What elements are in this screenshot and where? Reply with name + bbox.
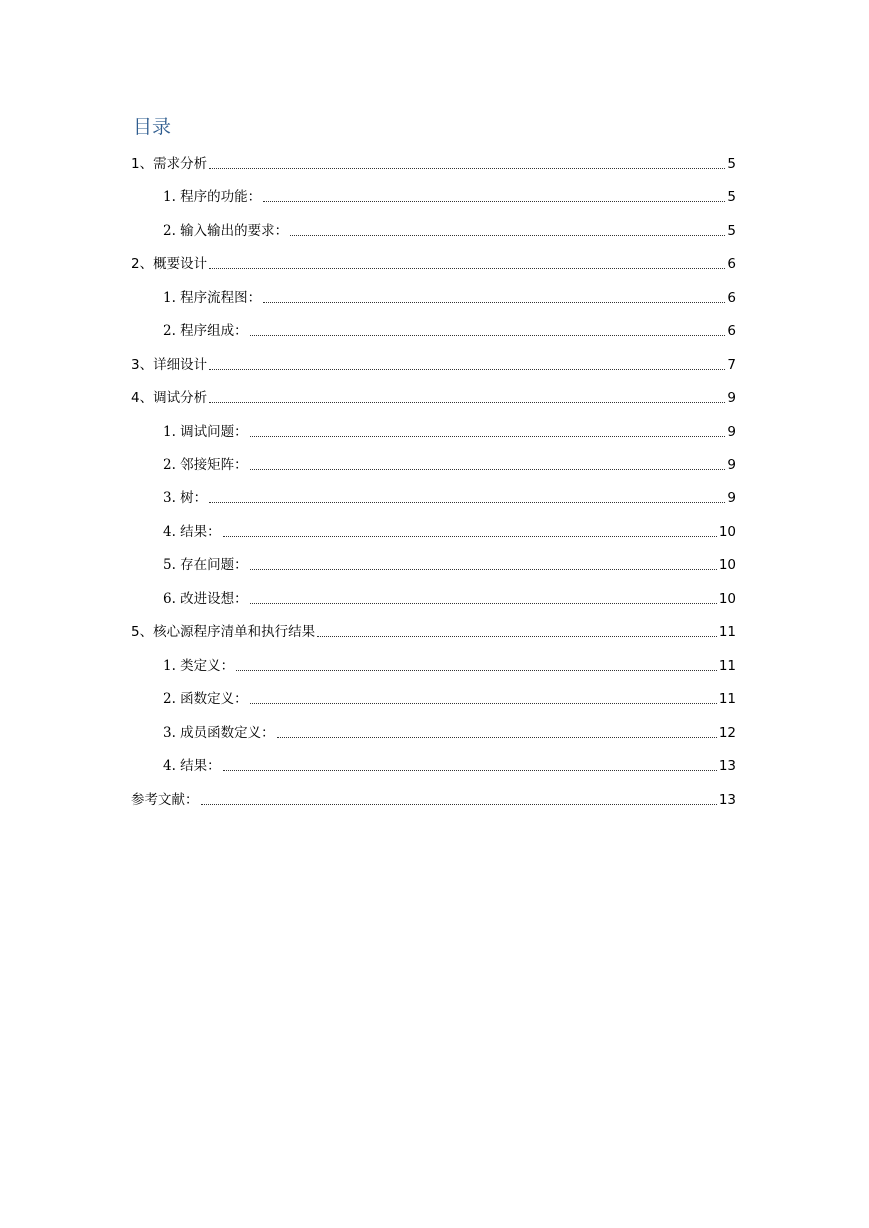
dot-leader <box>317 636 717 637</box>
toc-entry-label: 3. 树： <box>163 490 208 506</box>
toc-entry-flowchart[interactable] <box>163 288 736 308</box>
toc-entry-page-number: 11 <box>718 658 736 674</box>
toc-entry-page-number: 12 <box>718 725 736 741</box>
toc-entry-member-function-definition[interactable] <box>163 723 736 743</box>
dot-leader <box>209 402 725 403</box>
dot-leader <box>250 603 717 604</box>
toc-entry-page-number: 5 <box>727 223 736 239</box>
dot-leader <box>209 168 725 169</box>
toc-entry-page-number: 10 <box>718 591 736 607</box>
toc-entry-core-source-listing[interactable] <box>131 622 736 642</box>
toc-entry-page-number: 13 <box>718 758 736 774</box>
toc-entry-io-requirements[interactable] <box>163 221 736 241</box>
toc-entry-page-number: 13 <box>718 792 736 808</box>
toc-entry-tree[interactable] <box>163 488 736 508</box>
toc-entry-label: 2. 输入输出的要求： <box>163 223 289 239</box>
dot-leader <box>223 770 717 771</box>
toc-entry-adjacency-matrix[interactable] <box>163 455 736 475</box>
toc-entry-label: 2、概要设计 <box>131 256 208 272</box>
dot-leader <box>250 335 726 336</box>
toc-entry-page-number: 6 <box>727 290 736 306</box>
toc-entry-page-number: 5 <box>727 189 736 205</box>
dot-leader <box>250 469 726 470</box>
toc-entry-label: 4. 结果： <box>163 758 221 774</box>
dot-leader <box>209 502 725 503</box>
dot-leader <box>236 670 717 671</box>
toc-entry-label: 5. 存在问题： <box>163 557 248 573</box>
toc-entry-label: 6. 改进设想： <box>163 591 248 607</box>
toc-entry-label: 1. 程序的功能： <box>163 189 262 205</box>
toc-entry-debug-analysis[interactable] <box>131 388 736 408</box>
toc-entry-page-number: 9 <box>727 390 736 406</box>
toc-entry-label: 3. 成员函数定义： <box>163 725 275 741</box>
toc-entry-page-number: 9 <box>727 424 736 440</box>
dot-leader <box>209 268 725 269</box>
toc-entry-page-number: 7 <box>727 357 736 373</box>
toc-entry-label: 1. 程序流程图： <box>163 290 262 306</box>
dot-leader <box>263 302 725 303</box>
toc-entry-class-definition[interactable] <box>163 656 736 676</box>
toc-entry-page-number: 10 <box>718 524 736 540</box>
toc-entry-label: 1、需求分析 <box>131 156 208 172</box>
toc-entry-page-number: 11 <box>718 691 736 707</box>
toc-entry-detailed-design[interactable] <box>131 355 736 375</box>
toc-entry-existing-problems[interactable] <box>163 555 736 575</box>
toc-entry-page-number: 10 <box>718 557 736 573</box>
dot-leader <box>250 436 726 437</box>
dot-leader <box>201 804 717 805</box>
toc-entry-page-number: 9 <box>727 457 736 473</box>
toc-entry-page-number: 9 <box>727 490 736 506</box>
toc-entry-page-number: 6 <box>727 323 736 339</box>
toc-entry-label: 4、调试分析 <box>131 390 208 406</box>
toc-entry-page-number: 11 <box>718 624 736 640</box>
toc-entry-label: 1. 调试问题： <box>163 424 248 440</box>
toc-entry-program-functions[interactable] <box>163 187 736 207</box>
toc-entry-page-number: 6 <box>727 256 736 272</box>
dot-leader <box>250 569 717 570</box>
toc-entry-label: 2. 邻接矩阵： <box>163 457 248 473</box>
toc-entry-execution-results[interactable] <box>163 756 736 776</box>
toc-entry-label: 1. 类定义： <box>163 658 235 674</box>
dot-leader <box>277 737 717 738</box>
dot-leader <box>223 536 717 537</box>
dot-leader <box>250 703 717 704</box>
toc-entry-label: 2. 程序组成： <box>163 323 248 339</box>
toc-entry-label: 2. 函数定义： <box>163 691 248 707</box>
toc-entry-improvement-ideas[interactable] <box>163 589 736 609</box>
toc-entry-function-definition[interactable] <box>163 689 736 709</box>
dot-leader <box>263 201 725 202</box>
toc-entry-outline-design[interactable] <box>131 254 736 274</box>
toc-entry-references[interactable] <box>131 790 736 810</box>
toc-entry-program-composition[interactable] <box>163 321 736 341</box>
toc-entry-label: 3、详细设计 <box>131 357 208 373</box>
toc-entry-results[interactable] <box>163 522 736 542</box>
toc-entry-label: 4. 结果： <box>163 524 221 540</box>
toc-title: 目录 <box>133 116 172 138</box>
dot-leader <box>290 235 725 236</box>
toc-entry-page-number: 5 <box>727 156 736 172</box>
dot-leader <box>209 369 725 370</box>
toc-entry-label: 5、核心源程序清单和执行结果 <box>131 624 316 640</box>
toc-entry-requirements-analysis[interactable] <box>131 154 736 174</box>
toc-entry-label: 参考文献： <box>131 792 199 808</box>
toc-entry-debug-issues[interactable] <box>163 422 736 442</box>
